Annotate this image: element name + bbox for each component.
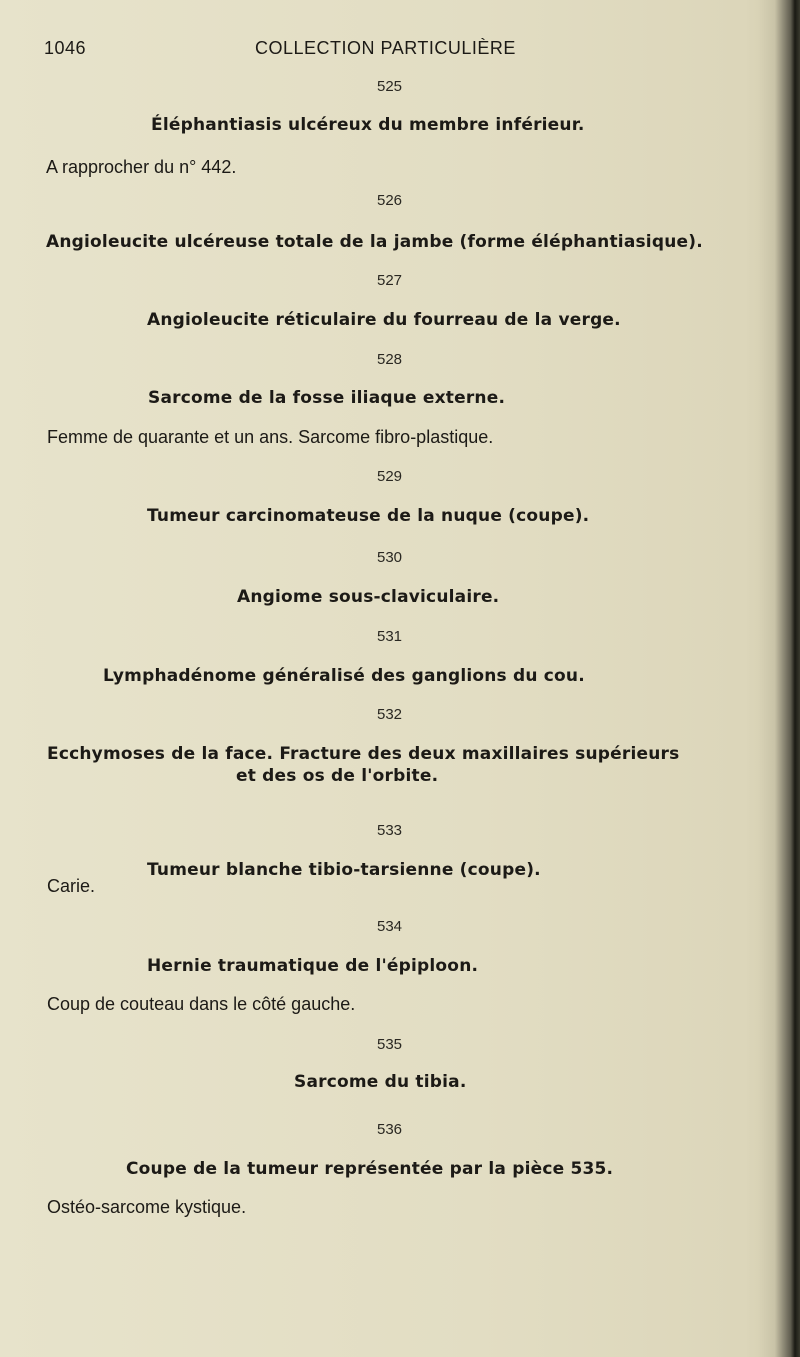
page-number: 1046 (44, 38, 87, 58)
entry-title: Coupe de la tumeur représentée par la pièce 535. (126, 1159, 614, 1179)
entry-title: Éléphantiasis ulcéreux du membre inférieur. (151, 115, 585, 135)
entry-number: 527 (377, 272, 403, 289)
entry-note: Carie. (47, 876, 96, 896)
entry-number: 534 (377, 918, 403, 935)
entry-number: 535 (377, 1036, 403, 1053)
entry-number: 531 (377, 628, 403, 645)
entry-number: 529 (377, 468, 403, 485)
entry-number: 532 (377, 706, 403, 723)
entry-number: 525 (377, 78, 403, 95)
entry-title: Angiome sous-claviculaire. (237, 587, 500, 607)
entry-title: Angioleucite réticulaire du fourreau de la verge. (147, 310, 621, 330)
running-title: COLLECTION PARTICULIÈRE (255, 38, 516, 58)
entry-title-continued: et des os de l'orbite. (236, 766, 439, 786)
page-spine-shadow (758, 0, 800, 1357)
entry-number: 533 (377, 822, 403, 839)
entry-title: Lymphadénome généralisé des ganglions du cou. (103, 666, 585, 686)
entry-note: A rapprocher du n° 442. (46, 157, 237, 177)
entry-note: Ostéo-sarcome kystique. (47, 1197, 247, 1217)
entry-number: 528 (377, 351, 403, 368)
entry-title: Ecchymoses de la face. Fracture des deux maxillaires supérieurs (47, 744, 680, 764)
entry-number: 526 (377, 192, 403, 209)
entry-number: 536 (377, 1121, 403, 1138)
entry-title: Sarcome de la fosse iliaque externe. (148, 388, 506, 408)
entry-title: Sarcome du tibia. (294, 1072, 467, 1092)
entry-title: Tumeur blanche tibio-tarsienne (coupe). (147, 860, 541, 880)
entry-title: Tumeur carcinomateuse de la nuque (coupe). (147, 506, 590, 526)
entry-title: Angioleucite ulcéreuse totale de la jambe (forme éléphantiasique). (46, 232, 703, 252)
entry-note: Femme de quarante et un ans. Sarcome fibro-plastique. (47, 427, 494, 447)
entry-note: Coup de couteau dans le côté gauche. (47, 994, 356, 1014)
entry-title: Hernie traumatique de l'épiploon. (147, 956, 479, 976)
entry-number: 530 (377, 549, 403, 566)
